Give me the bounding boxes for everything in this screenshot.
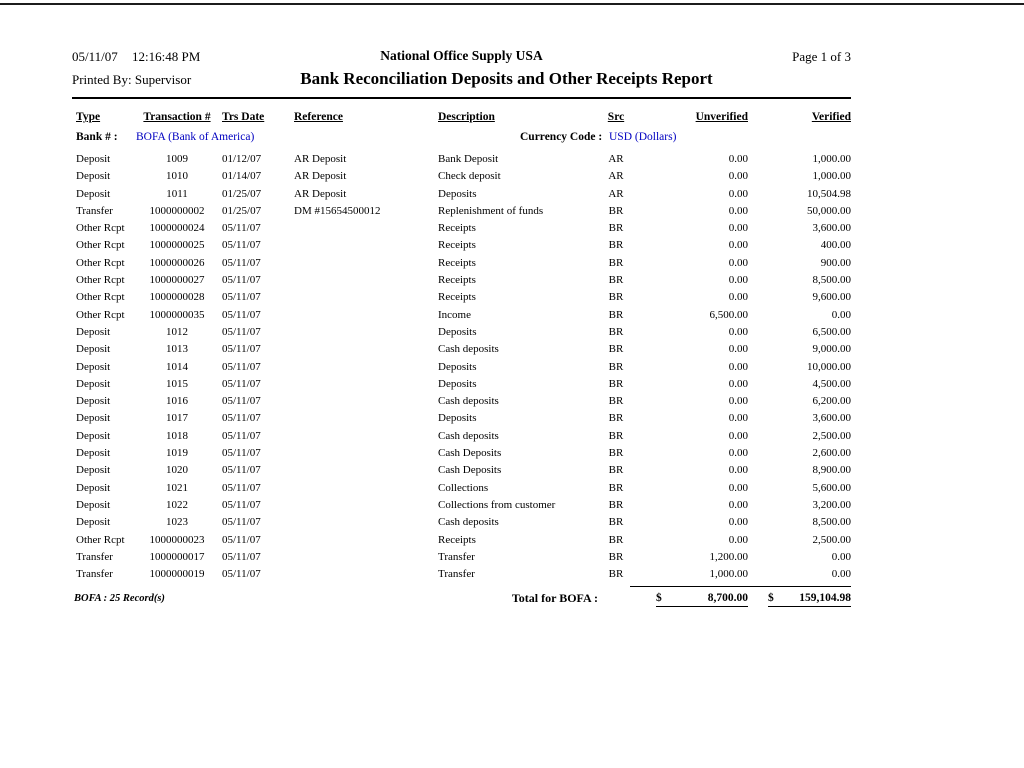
cell-src: AR [608,170,624,183]
table-row [72,428,851,445]
cell-unverified: 0.00 [728,239,748,252]
cell-description: Receipts [438,222,476,235]
cell-trs-date: 05/11/07 [222,429,261,442]
cell-verified: 10,504.98 [807,187,851,200]
cell-transaction-number: 1010 [166,170,188,183]
cell-reference [286,566,430,583]
col-header-src: Src [607,111,625,123]
cell-unverified: 0.00 [728,395,748,408]
cell-description: Collections from customer [438,498,556,511]
col-header-unverified: Unverified [695,111,748,123]
cell-description: Collections [438,481,489,494]
cell-type: Other Rcpt [76,274,125,287]
cell-reference [286,480,430,497]
cell-reference: AR Deposit [294,187,347,200]
cell-description: Receipts [438,533,476,546]
cell-src: BR [608,412,624,425]
cell-src: BR [608,481,624,494]
total-unverified [656,589,748,607]
cell-reference: DM #15654500012 [294,204,381,217]
cell-unverified: 0.00 [728,429,748,442]
cell-src: BR [608,291,624,304]
cell-description: Cash deposits [438,516,499,529]
cell-verified: 9,000.00 [812,343,851,356]
col-header-description: Description [438,111,495,123]
cell-unverified: 0.00 [728,412,748,425]
cell-trs-date: 01/25/07 [222,204,262,217]
cell-src: BR [608,464,624,477]
cell-description: Cash Deposits [438,447,502,460]
table-row [72,566,851,583]
company-name: National Office Supply USA [380,48,543,63]
cell-unverified: 0.00 [728,153,748,165]
currency-symbol: $ [656,592,662,605]
cell-type: Deposit [76,170,111,183]
cell-trs-date: 05/11/07 [222,395,261,408]
table-row [72,272,851,289]
cell-type: Transfer [76,568,113,581]
cell-src: AR [608,187,624,200]
cell-type: Other Rcpt [76,533,125,546]
cell-transaction-number: 1000000002 [149,204,205,217]
cell-src: BR [608,222,624,235]
cell-unverified: 0.00 [728,343,748,356]
page-number: Page 1 of 3 [792,49,851,64]
cell-type: Deposit [76,395,111,408]
cell-trs-date: 01/25/07 [222,187,262,200]
cell-src: BR [608,308,624,321]
cell-trs-date: 05/11/07 [222,343,261,356]
cell-trs-date: 05/11/07 [222,239,261,252]
printed-by: Printed By: Supervisor [72,72,192,87]
cell-reference [286,514,430,531]
cell-src: BR [608,429,624,442]
bank-info-row [72,131,851,151]
cell-type: Deposit [76,447,111,460]
table-row [72,237,851,254]
cell-src: BR [608,377,624,390]
window-top-border [0,3,1024,5]
cell-reference [286,376,430,393]
cell-trs-date: 05/11/07 [222,377,261,390]
cell-type: Deposit [76,360,111,373]
cell-transaction-number: 1013 [166,343,188,356]
cell-transaction-number: 1000000026 [149,256,205,269]
cell-src: BR [608,533,624,546]
cell-transaction-number: 1018 [166,429,188,442]
cell-description: Transfer [438,568,475,581]
cell-type: Transfer [76,550,113,563]
table-row [72,168,851,185]
cell-description: Deposits [438,360,477,373]
cell-description: Cash deposits [438,429,499,442]
cell-type: Deposit [76,498,111,511]
cell-type: Deposit [76,516,111,529]
cell-transaction-number: 1000000027 [149,274,205,287]
cell-unverified: 0.00 [728,291,748,304]
cell-unverified: 0.00 [728,447,748,460]
table-row [72,203,851,220]
cell-verified: 4,500.00 [812,377,851,390]
cell-verified: 5,600.00 [812,481,851,494]
cell-trs-date: 05/11/07 [222,464,261,477]
cell-verified: 2,500.00 [812,429,851,442]
cell-description: Cash deposits [438,395,499,408]
cell-unverified: 0.00 [728,204,748,217]
cell-src: BR [608,447,624,460]
cell-description: Bank Deposit [438,153,499,165]
cell-src: BR [608,343,624,356]
cell-src: BR [608,204,624,217]
cell-verified: 1,000.00 [812,170,851,183]
cell-verified: 3,600.00 [812,222,851,235]
cell-reference: AR Deposit [294,170,347,183]
cell-verified: 50,000.00 [807,204,851,217]
cell-type: Other Rcpt [76,256,125,269]
cell-verified: 2,600.00 [812,447,851,460]
cell-transaction-number: 1017 [166,412,188,425]
cell-reference [286,307,430,324]
cell-description: Income [438,308,471,321]
cell-description: Deposits [438,187,477,200]
cell-verified: 10,000.00 [807,360,851,373]
cell-transaction-number: 1000000023 [149,533,205,546]
cell-trs-date: 05/11/07 [222,274,261,287]
cell-verified: 8,900.00 [812,464,851,477]
table-row [72,151,851,168]
cell-transaction-number: 1000000025 [149,239,205,252]
cell-reference [286,410,430,427]
cell-trs-date: 05/11/07 [222,256,261,269]
cell-reference [286,289,430,306]
report-header [72,48,851,92]
cell-transaction-number: 1000000019 [149,568,205,581]
cell-verified: 6,200.00 [812,395,851,408]
print-time: 12:16:48 PM [132,49,201,64]
table-row [72,341,851,358]
cell-src: BR [608,498,624,511]
cell-reference [286,497,430,514]
cell-type: Deposit [76,325,111,338]
report-title: Bank Reconciliation Deposits and Other Receipts Report [300,69,713,88]
cell-description: Cash Deposits [438,464,502,477]
cell-unverified: 0.00 [728,170,748,183]
cell-verified: 0.00 [831,568,851,581]
table-column-headers [72,111,851,129]
cell-reference [286,359,430,376]
total-unverified-amount: 8,700.00 [707,592,748,605]
cell-unverified: 1,000.00 [709,568,748,581]
col-header-trs-date: Trs Date [222,111,265,123]
cell-unverified: 0.00 [728,325,748,338]
cell-unverified: 0.00 [728,481,748,494]
cell-verified: 0.00 [831,550,851,563]
col-header-reference: Reference [294,111,343,123]
cell-description: Deposits [438,377,477,390]
cell-description: Check deposit [438,170,501,183]
cell-trs-date: 05/11/07 [222,412,261,425]
report-header-row2 [72,68,851,92]
cell-transaction-number: 1021 [166,481,188,494]
cell-unverified: 0.00 [728,360,748,373]
cell-unverified: 0.00 [728,498,748,511]
cell-reference [286,341,430,358]
table-row [72,445,851,462]
cell-transaction-number: 1020 [166,464,188,477]
cell-reference [286,445,430,462]
cell-description: Deposits [438,325,477,338]
cell-verified: 1,000.00 [812,153,851,165]
cell-src: BR [608,325,624,338]
total-verified [768,589,851,607]
cell-src: BR [608,516,624,529]
cell-transaction-number: 1000000028 [149,291,205,304]
cell-unverified: 0.00 [728,274,748,287]
print-date: 05/11/07 [72,49,118,64]
cell-src: BR [608,274,624,287]
cell-verified: 8,500.00 [812,274,851,287]
cell-reference [286,324,430,341]
cell-reference [286,255,430,272]
cell-unverified: 0.00 [728,533,748,546]
cell-verified: 3,200.00 [812,498,851,511]
cell-description: Deposits [438,412,477,425]
cell-description: Receipts [438,239,476,252]
cell-transaction-number: 1015 [166,377,188,390]
cell-trs-date: 05/11/07 [222,481,261,494]
cell-verified: 900.00 [820,256,851,269]
table-row [72,549,851,566]
bank-number-label: Bank # : [76,131,118,143]
cell-transaction-number: 1000000035 [149,308,205,321]
cell-trs-date: 05/11/07 [222,550,261,563]
cell-reference [286,532,430,549]
report-body [72,48,851,611]
cell-reference [286,549,430,566]
cell-trs-date: 05/11/07 [222,533,261,546]
total-label: Total for BOFA : [511,591,598,606]
cell-src: BR [608,568,624,581]
cell-type: Deposit [76,377,111,390]
table-row [72,462,851,479]
cell-transaction-number: 1016 [166,395,188,408]
cell-unverified: 0.00 [728,516,748,529]
cell-reference [286,393,430,410]
report-header-row1 [72,48,851,68]
cell-src: BR [608,550,624,563]
table-row [72,324,851,341]
cell-src: BR [608,395,624,408]
cell-description: Receipts [438,256,476,269]
col-header-transaction: Transaction # [143,111,211,123]
currency-code-value: USD (Dollars) [609,131,677,143]
cell-src: AR [608,153,624,165]
cell-unverified: 1,200.00 [709,550,748,563]
table-row [72,186,851,203]
cell-type: Deposit [76,481,111,494]
currency-symbol: $ [768,592,774,605]
cell-reference [286,237,430,254]
cell-unverified: 0.00 [728,222,748,235]
table-row [72,255,851,272]
totals-row [72,589,851,611]
cell-type: Other Rcpt [76,291,125,304]
table-row [72,514,851,531]
cell-src: BR [608,239,624,252]
cell-transaction-number: 1023 [166,516,188,529]
col-header-type: Type [76,111,101,123]
cell-unverified: 0.00 [728,256,748,269]
col-header-verified: Verified [811,111,851,123]
table-row [72,289,851,306]
cell-unverified: 0.00 [728,377,748,390]
cell-type: Deposit [76,464,111,477]
cell-verified: 2,500.00 [812,533,851,546]
cell-reference [286,428,430,445]
cell-trs-date: 05/11/07 [222,325,261,338]
cell-unverified: 0.00 [728,187,748,200]
cell-type: Other Rcpt [76,308,125,321]
table-row [72,410,851,427]
cell-type: Deposit [76,412,111,425]
cell-type: Transfer [76,204,113,217]
total-verified-amount: 159,104.98 [799,592,851,605]
table-row [72,376,851,393]
cell-transaction-number: 1012 [166,325,188,338]
cell-trs-date: 05/11/07 [222,291,261,304]
cell-unverified: 0.00 [728,464,748,477]
cell-reference [286,272,430,289]
cell-description: Receipts [438,291,476,304]
cell-transaction-number: 1022 [166,498,188,511]
cell-trs-date: 05/11/07 [222,360,261,373]
cell-description: Receipts [438,274,476,287]
cell-reference [286,220,430,237]
cell-verified: 0.00 [831,308,851,321]
table-row [72,307,851,324]
table-row [72,480,851,497]
cell-verified: 400.00 [820,239,851,252]
table-row [72,220,851,237]
cell-type: Other Rcpt [76,222,125,235]
table-row [72,359,851,376]
cell-type: Deposit [76,187,111,200]
cell-type: Deposit [76,153,111,165]
cell-trs-date: 05/11/07 [222,516,261,529]
cell-type: Deposit [76,429,111,442]
currency-code-label: Currency Code : [520,131,603,143]
header-divider [72,97,851,99]
cell-unverified: 6,500.00 [709,308,748,321]
totals-gap [598,589,634,611]
cell-trs-date: 05/11/07 [222,308,261,321]
totals-divider [630,586,851,587]
cell-verified: 6,500.00 [812,325,851,338]
report-rows [72,151,851,583]
cell-verified: 8,500.00 [812,516,851,529]
cell-description: Replenishment of funds [438,204,544,217]
cell-trs-date: 05/11/07 [222,447,261,460]
table-row [72,393,851,410]
cell-trs-date: 01/12/07 [222,153,262,165]
cell-trs-date: 01/14/07 [222,170,262,183]
cell-type: Other Rcpt [76,239,125,252]
cell-trs-date: 05/11/07 [222,568,261,581]
cell-description: Cash deposits [438,343,499,356]
cell-trs-date: 05/11/07 [222,498,261,511]
record-count: BOFA : 25 Record(s) [74,593,165,605]
cell-transaction-number: 1011 [166,187,188,200]
bank-number-value: BOFA (Bank of America) [136,131,255,143]
cell-transaction-number: 1019 [166,447,188,460]
cell-reference: AR Deposit [294,153,347,165]
cell-description: Transfer [438,550,475,563]
cell-type: Deposit [76,343,111,356]
cell-reference [286,462,430,479]
cell-transaction-number: 1000000017 [149,550,205,563]
table-row [72,532,851,549]
cell-trs-date: 05/11/07 [222,222,261,235]
cell-transaction-number: 1009 [166,153,188,165]
table-row [72,497,851,514]
cell-verified: 9,600.00 [812,291,851,304]
cell-src: BR [608,360,624,373]
cell-transaction-number: 1000000024 [149,222,205,235]
cell-src: BR [608,256,624,269]
cell-verified: 3,600.00 [812,412,851,425]
cell-transaction-number: 1014 [166,360,188,373]
